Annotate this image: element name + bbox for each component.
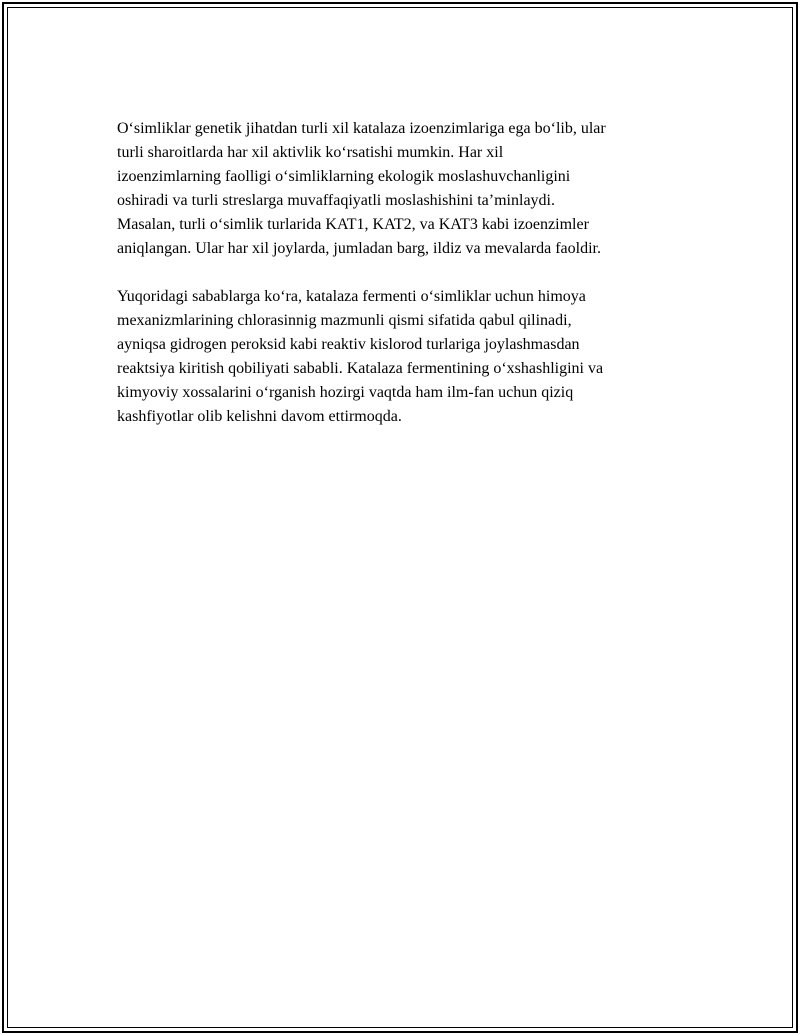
document-body [117,117,689,453]
paragraph: O‘simliklar genetik jihatdan turli xil katalaza izoenzimlariga ega bo‘lib, ular turli sharoitlarda har xil aktivlik ko‘rsatishi mumkin. Har xil izoenzimlarning faolligi o‘simliklarning ekologik moslashuvchanligini oshiradi va turli streslarga muvaffaqiyatli moslashishini ta’minlaydi. Masalan, turli o‘simlik turlarida KAT1, KAT2, va KAT3 kabi izoenzimler aniqlangan. Ular har xil joylarda, jumladan barg, ildiz va mevalarda faoldir. [117,120,606,257]
paragraph: Yuqoridagi sabablarga ko‘ra, katalaza fermenti o‘simliklar uchun himoya mexanizmlarining chlorasinnig mazmunli qismi sifatida qabul qilinadi, ayniqsa gidrogen peroksid kabi reaktiv kislorod turlariga joylashmasdan reaktsiya kiritish qobiliyati sababli. Katalaza fermentining o‘xshashligini va kimyoviy xossalarini o‘rganish hozirgi vaqtda ham ilm-fan uchun qiziq kashfiyotlar olib kelishni davom ettirmoqda. [117,288,604,425]
